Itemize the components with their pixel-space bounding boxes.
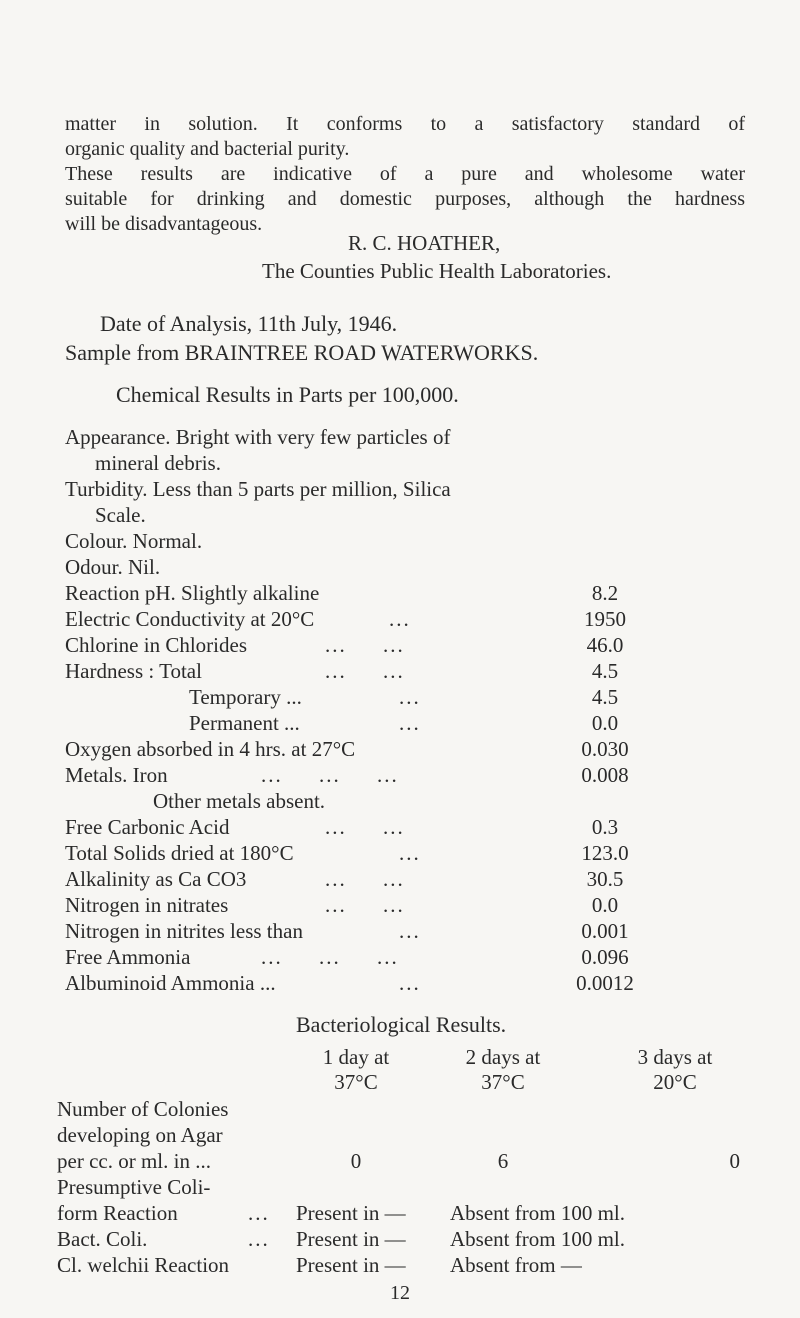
- page-number: 12: [390, 1282, 410, 1304]
- leader-dots: ...: [399, 841, 421, 865]
- colonies-label: Number of Colonies: [57, 1097, 229, 1121]
- column-header: 1 day at: [322, 1045, 390, 1069]
- intro-line: matter in solution. It conforms to a satisfactory standard of: [65, 113, 745, 135]
- result-value: 0.0: [591, 711, 619, 735]
- table-row: [65, 606, 665, 633]
- result-value: 4.5: [591, 685, 619, 709]
- table-row: [65, 840, 665, 867]
- signature-org: The Counties Public Health Laboratories.: [262, 259, 612, 283]
- welchii-present: Present in —: [296, 1253, 406, 1277]
- table-row: [65, 736, 665, 763]
- result-label: Hardness : Total: [65, 659, 202, 683]
- odour-line: Odour. Nil.: [65, 555, 161, 579]
- result-label: Free Carbonic Acid: [65, 815, 230, 839]
- result-label: Metals. Iron: [65, 763, 168, 787]
- coli-label: Presumptive Coli-: [57, 1175, 211, 1199]
- leader-dots: ... ...: [325, 659, 405, 683]
- leader-dots: ...: [248, 1201, 270, 1225]
- column-header: 20°C: [653, 1070, 697, 1094]
- table-row: [65, 788, 665, 815]
- result-value: 0.0012: [576, 971, 634, 995]
- result-label: Alkalinity as Ca CO3: [65, 867, 247, 891]
- result-label: Permanent ...: [189, 711, 300, 735]
- leader-dots: ...: [399, 919, 421, 943]
- bacteriological-title: Bacteriological Results.: [296, 1012, 507, 1037]
- result-label: Other metals absent.: [153, 789, 326, 813]
- column-header: 2 days at: [465, 1045, 541, 1069]
- result-label: Free Ammonia: [65, 945, 191, 969]
- intro-line: organic quality and bacterial purity.: [65, 138, 350, 160]
- leader-dots: ...: [399, 685, 421, 709]
- result-value: 0.008: [581, 763, 629, 787]
- intro-paragraph: [65, 112, 745, 237]
- result-value: 4.5: [591, 659, 619, 683]
- analysis-date: Date of Analysis, 11th July, 1946.: [100, 311, 398, 336]
- result-value: 0.030: [581, 737, 629, 761]
- colonies-label: developing on Agar: [57, 1123, 223, 1147]
- leader-dots: ... ...: [325, 633, 405, 657]
- result-value: 0.3: [591, 815, 619, 839]
- result-value: 0.0: [591, 893, 619, 917]
- bact-coli-present: Present in —: [296, 1227, 406, 1251]
- leader-dots: ...: [248, 1227, 270, 1251]
- result-label: Reaction pH. Slightly alkaline: [65, 581, 320, 605]
- leader-dots: ...: [399, 711, 421, 735]
- leader-dots: ... ...: [325, 815, 405, 839]
- appearance-line: mineral debris.: [95, 451, 221, 475]
- result-value: 0.001: [581, 919, 629, 943]
- colonies-value: 0: [350, 1149, 362, 1173]
- colonies-value: 6: [497, 1149, 509, 1173]
- coli-present: Present in —: [296, 1201, 406, 1225]
- column-header: 37°C: [334, 1070, 378, 1094]
- result-label: Total Solids dried at 180°C: [65, 841, 294, 865]
- result-label: Chlorine in Chlorides: [65, 633, 247, 657]
- turbidity-line: Scale.: [95, 503, 146, 527]
- table-row: [65, 866, 665, 893]
- turbidity-line: Turbidity. Less than 5 parts per million, Silica: [65, 477, 451, 501]
- column-header: 37°C: [481, 1070, 525, 1094]
- bact-coli-label: Bact. Coli.: [57, 1227, 148, 1251]
- result-label: Nitrogen in nitrates: [65, 893, 229, 917]
- result-value: 46.0: [586, 633, 624, 657]
- table-row: [65, 762, 665, 789]
- colonies-label: per cc. or ml. in ...: [57, 1149, 211, 1173]
- result-label: Nitrogen in nitrites less than: [65, 919, 303, 943]
- result-label: Oxygen absorbed in 4 hrs. at 27°C: [65, 737, 356, 761]
- result-value: 8.2: [591, 581, 619, 605]
- welchii-label: Cl. welchii Reaction: [57, 1253, 230, 1277]
- table-row: [65, 632, 665, 659]
- result-label: Temporary ...: [189, 685, 302, 709]
- coli-label: form Reaction: [57, 1201, 178, 1225]
- column-header: 3 days at: [637, 1045, 713, 1069]
- signature-name: R. C. HOATHER,: [348, 231, 501, 255]
- result-label: Albuminoid Ammonia ...: [65, 971, 276, 995]
- result-value: 1950: [584, 607, 626, 631]
- table-row: [65, 918, 665, 945]
- colour-line: Colour. Normal.: [65, 529, 203, 553]
- result-value: 123.0: [581, 841, 629, 865]
- intro-line: These results are indicative of a pure and wholesome water: [65, 163, 745, 185]
- chemical-results-title: Chemical Results in Parts per 100,000.: [116, 382, 459, 407]
- intro-line: suitable for drinking and domestic purposes, although the hardness: [65, 188, 745, 210]
- leader-dots: ...: [389, 607, 411, 631]
- table-row: [65, 892, 665, 919]
- leader-dots: ... ... ...: [261, 763, 399, 787]
- coli-absent: Absent from 100 ml.: [450, 1201, 625, 1225]
- sample-source: Sample from BRAINTREE ROAD WATERWORKS.: [65, 340, 539, 365]
- leader-dots: ... ... ...: [261, 945, 399, 969]
- result-label: Electric Conductivity at 20°C: [65, 607, 315, 631]
- table-row: [65, 658, 665, 685]
- bact-coli-absent: Absent from 100 ml.: [450, 1227, 625, 1251]
- welchii-absent: Absent from —: [450, 1253, 582, 1277]
- leader-dots: ... ...: [325, 867, 405, 891]
- table-row: [65, 944, 665, 971]
- table-row: [65, 710, 665, 737]
- result-value: 0.096: [581, 945, 629, 969]
- leader-dots: ... ...: [325, 893, 405, 917]
- result-value: 30.5: [586, 867, 624, 891]
- table-row: [65, 970, 665, 997]
- table-row: [65, 814, 665, 841]
- leader-dots: ...: [399, 971, 421, 995]
- table-row: [65, 684, 665, 711]
- intro-line: will be disadvantageous.: [65, 213, 263, 235]
- table-row: [65, 580, 665, 607]
- colonies-value: 0: [729, 1149, 740, 1173]
- appearance-line: Appearance. Bright with very few particles of: [65, 425, 451, 449]
